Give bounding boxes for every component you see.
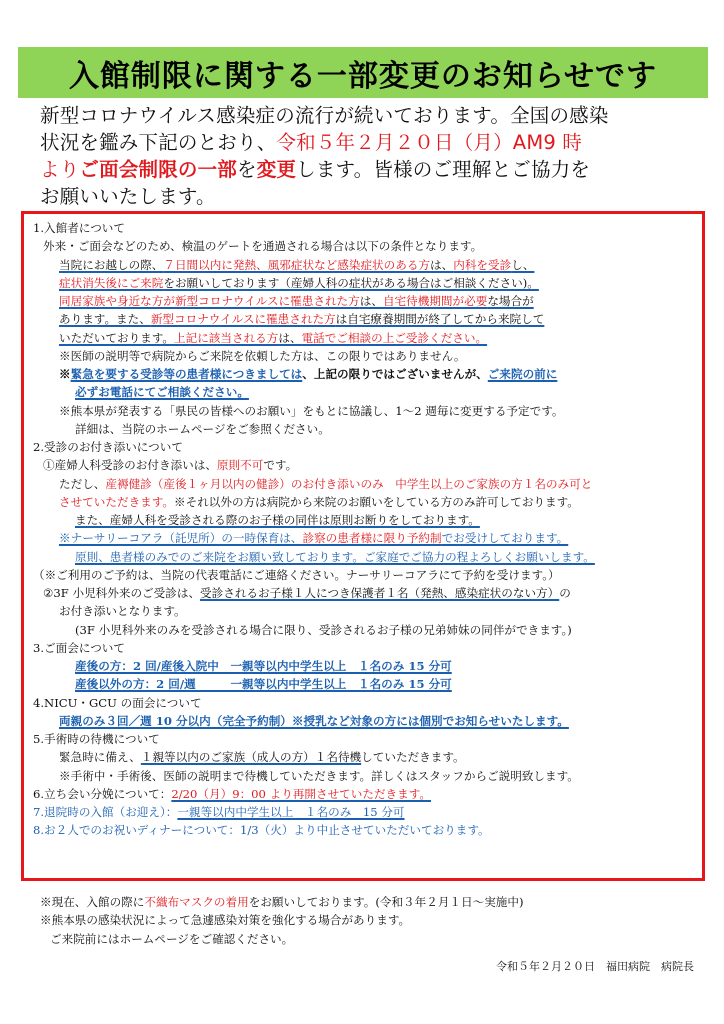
text: 新型コロナウイルスに罹患された方 <box>150 312 336 327</box>
section-1-line: ※医師の説明等で病院からご来院を依頼した方は、この限りではありません。 <box>59 348 466 363</box>
text: させていただきます。 <box>59 494 175 509</box>
text: です。 <box>263 458 298 473</box>
section-1-line <box>33 329 693 347</box>
section-5-heading: 5.手術時の待機について <box>33 732 160 746</box>
signature-line: 令和５年２月２０日 福田病院 病院長 <box>496 960 694 973</box>
text: ただし、 <box>59 476 106 491</box>
text: 内科を受診 <box>453 257 512 272</box>
section-5-line <box>33 748 693 766</box>
text: 原則不可 <box>216 458 264 473</box>
text: は、 <box>359 294 383 308</box>
section-1-line <box>33 274 693 292</box>
text: １親等以内のご家族（成人の方）１名待機 <box>140 750 362 765</box>
section-2-line <box>33 456 693 474</box>
section-5-line: ※手術中・手術後、医師の説明まで待機していただきます。詳しくはスタッフからご説明致します。 <box>59 768 579 783</box>
effective-date: 令和５年２月２０日（月）AM9 時 <box>276 131 583 154</box>
section-1-line: 外来・ご面会などのため、検温のゲートを通過される場合は以下の条件となります。 <box>43 239 483 254</box>
text: ※それ以外の方は病院から来院のお願いをしている方のみ許可しております。 <box>174 494 579 509</box>
section-2-heading: 2.受診のお付き添いについて <box>33 440 183 454</box>
text: 上記に該当される方 <box>174 330 279 345</box>
section-1-line <box>33 256 693 274</box>
section-7-line <box>33 803 693 821</box>
text: ②3F 小児科外来のご受診は、 <box>43 586 201 600</box>
intro-paragraph <box>40 102 700 210</box>
text: 、上記の限りではございませんが、 <box>302 367 488 381</box>
section-8-line <box>33 821 693 839</box>
section-1-line: 詳細は、当院のホームページをご参照ください。 <box>75 421 330 436</box>
footer-line: ご来院前にはホームページをご確認ください。 <box>50 931 294 946</box>
text: 必ずお電話にてご相談ください。 <box>75 385 249 400</box>
section-1-line: ※熊本県が発表する「県民の皆様へのお願い」をもとに協議し、1～2 週毎に変更する予定です。 <box>59 403 564 418</box>
text: ※ナーサリーコアラ（託児所）の一時保育は、 <box>59 531 303 546</box>
section-2-line <box>33 584 693 602</box>
intro-line-3 <box>40 156 700 183</box>
section-1-heading: 1.入館者について <box>33 221 125 235</box>
footer-notes <box>40 893 700 948</box>
text: 2/20（月）9：00 より再開させていただきます。 <box>171 786 431 801</box>
section-2-line: （※ご利用のご予約は、当院の代表電話にご連絡ください。ナーサリーコアラにて予約を受けます。） <box>33 567 560 582</box>
title-banner <box>18 47 708 98</box>
text: ※現在、入館の際に <box>40 895 145 909</box>
text: していただきます。 <box>361 750 465 765</box>
intro-line-1: 新型コロナウイルス感染症の流行が続いております。全国の感染 <box>40 104 609 127</box>
text: 緊急を要する受診等の患者様につきましては <box>70 367 303 381</box>
intro-line-4: お願いいたします。 <box>40 185 216 208</box>
section-2-line: (3F 小児科外来のみを受診される場合に限り、受診されるお子様の兄弟姉妹の同伴ができます。) <box>75 622 572 637</box>
text: をお願いしております。(令和３年２月１日～実施中) <box>248 895 524 909</box>
text: 診察の患者様に限り予約制 <box>302 531 442 546</box>
visiting-restriction-part: ご面会制限の一部 <box>79 158 238 181</box>
text: いただいております。 <box>59 330 175 345</box>
text: 同居家族や身近な方が新型コロナウイルスに罹患された方 <box>59 294 360 308</box>
intro-line-2 <box>40 129 700 156</box>
section-6-line <box>33 785 693 803</box>
intro-text: 状況を鑑み下記のとおり、 <box>40 131 277 154</box>
section-2-line: お付き添いとなります。 <box>59 604 186 619</box>
section-2-line <box>33 475 693 493</box>
text: 緊急時に備え、 <box>59 750 141 765</box>
text: 両親のみ３回／週 10 分以内（完全予約制）※授乳など対象の方には個別でお知らせいたします。 <box>59 713 569 728</box>
section-1-line <box>33 292 693 310</box>
text: をお願いしております（産婦人科の症状がある場合はご相談ください)。 <box>163 275 539 290</box>
text: の <box>559 586 571 600</box>
intro-text: を <box>237 158 257 181</box>
section-4-heading: 4.NICU・GCU の面会について <box>33 695 202 710</box>
footer-line: ※熊本県の感染状況によって急遽感染対策を強化する場合があります。 <box>40 913 411 928</box>
text: 電話でご相談の上ご受診ください。 <box>301 330 488 345</box>
text: は自宅療養期間が終了してから来院して <box>335 312 545 327</box>
text: 産後以外の方：2 回/週 一親等以内中学生以上 １名のみ 15 分可 <box>75 677 452 692</box>
text: は、 <box>430 257 454 272</box>
section-3-line <box>33 657 693 675</box>
text: は、 <box>278 330 302 345</box>
text: また、産婦人科を受診される際のお子様の同伴は原則お断りをしております。 <box>75 513 480 527</box>
text: 自宅待機期間が必要 <box>382 294 488 308</box>
intro-text: より <box>40 158 80 181</box>
section-2-line <box>33 493 693 511</box>
text: 6.立ち会い分娩について： <box>33 786 172 801</box>
section-3-line <box>33 675 693 693</box>
section-2-line <box>33 511 693 529</box>
text: 産褥健診（産後１ヶ月以内の健診）のお付き添いのみ 中学生以上のご家族の方１名のみ可と <box>105 476 593 491</box>
text: 8.お２人でのお祝いディナーについて：1/3（火）より中止させていただいております。 <box>33 823 490 838</box>
text: でお受けしております。 <box>441 531 569 546</box>
section-2-line <box>33 548 693 566</box>
text: 一親等以内中学生以上 １名のみ 15 分可 <box>177 805 405 819</box>
section-4-line <box>33 712 693 730</box>
text: ７日間以内に発熱、風邪症状など感染症状のある方 <box>163 257 431 272</box>
change-word: 変更 <box>256 158 297 181</box>
text: ①産婦人科受診のお付き添いは、 <box>43 458 217 473</box>
section-1-line <box>33 383 693 401</box>
text: ご来院の前に <box>487 367 558 381</box>
text: 不織布マスクの着用 <box>144 895 249 909</box>
section-1-line <box>33 310 693 328</box>
text: あります。また、 <box>59 312 151 327</box>
text: 産後の方：2 回/産後入院中 一親等以内中学生以上 １名のみ 15 分可 <box>75 659 452 673</box>
notice-body <box>33 219 693 840</box>
text: し、 <box>511 257 535 272</box>
text: な場合が <box>487 294 534 308</box>
text: 当院にお越しの際、 <box>59 257 164 272</box>
text: 原則、患者様のみでのご来院をお願い致しております。ご家庭でご協力の程よろしくお願いします。 <box>75 549 595 564</box>
text: ※ <box>59 367 71 381</box>
page-title: 入館制限に関する一部変更のお知らせです <box>68 58 658 94</box>
text: 7.退院時の入館（お迎え）： <box>33 805 178 819</box>
intro-text: します。皆様のご理解とご協力を <box>296 158 591 181</box>
footer-line <box>40 893 700 911</box>
text: 受診されるお子様１人につき保護者１名（発熱、感染症状のない方） <box>200 586 560 600</box>
section-3-heading: 3.ご面会について <box>33 640 125 655</box>
section-1-line <box>33 365 693 383</box>
section-2-line <box>33 529 693 547</box>
text: 症状消失後にご来院 <box>59 275 164 290</box>
